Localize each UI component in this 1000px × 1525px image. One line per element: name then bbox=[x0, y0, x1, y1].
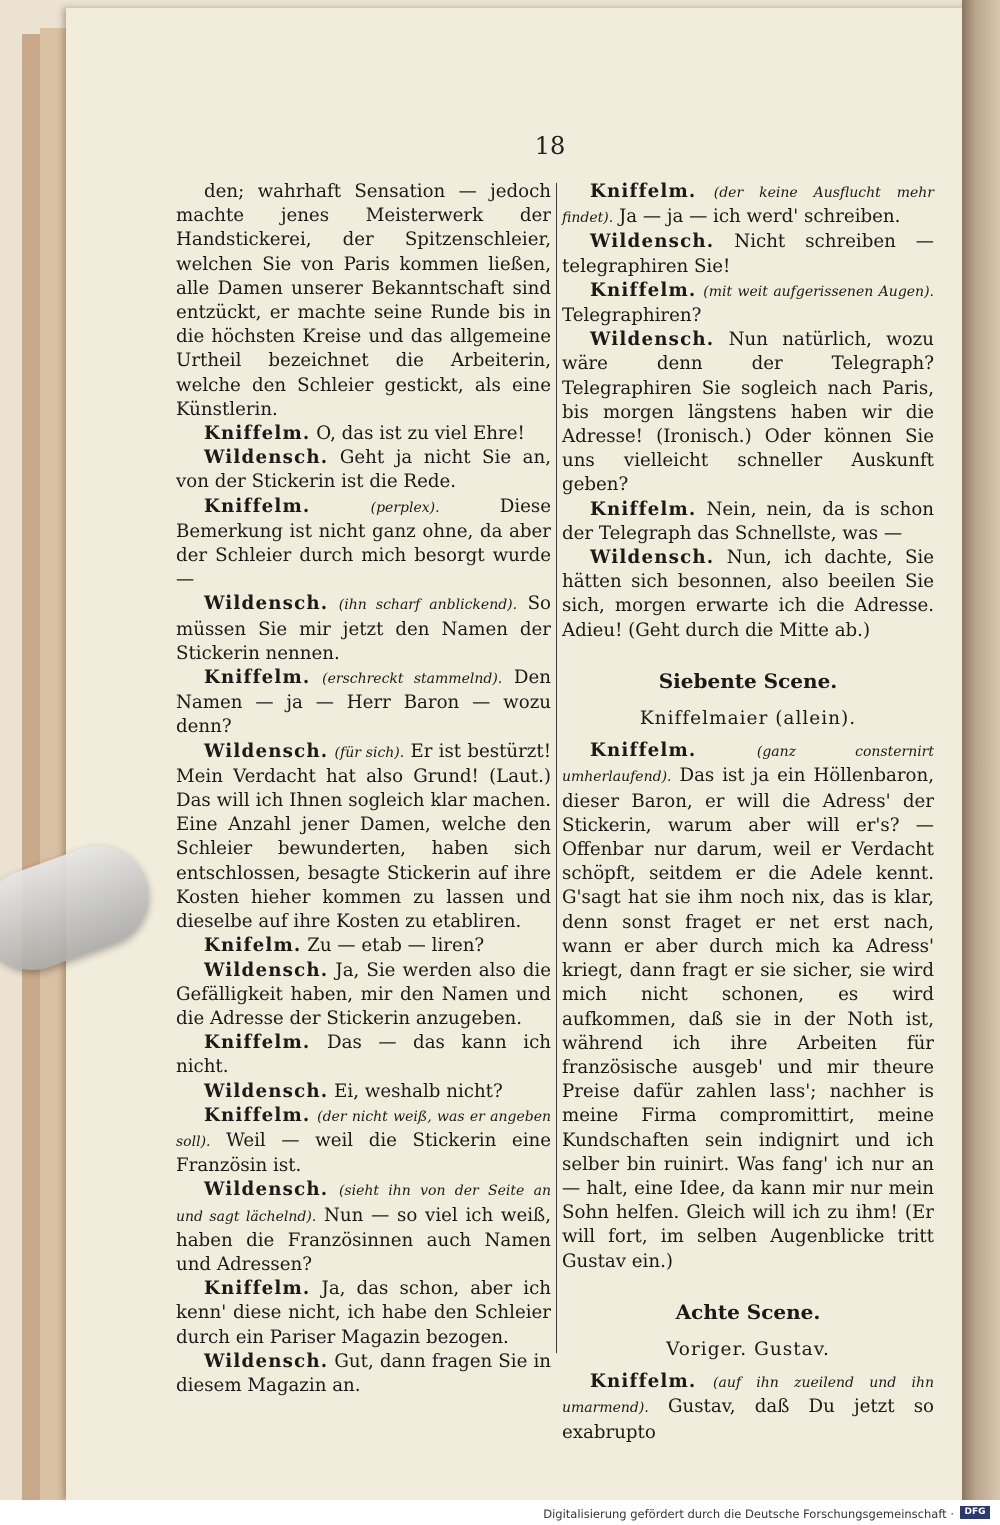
dialogue-text: Telegraphiren? bbox=[562, 305, 702, 327]
dialogue-text: Weil — weil die Stickerin eine Französin ist. bbox=[176, 1129, 551, 1177]
dialogue-paragraph bbox=[176, 180, 551, 422]
footer-credit: Digitalisierung gefördert durch die Deutsche Forschungsgemeinschaft · bbox=[543, 1507, 954, 1521]
dialogue-paragraph bbox=[176, 740, 551, 935]
scene-seven-title: Siebente Scene. bbox=[658, 668, 838, 693]
stage-direction: (perplex). bbox=[370, 499, 440, 516]
dialogue-text: Er ist bestürzt! Mein Verdacht hat also Grund! (Laut.) Das will ich Ihnen sogleich klar machen. Eine Anzahl jener Damen, welche den Schleier bewunderten, haben sich entschlossen, besagte Stickerin auf ihre Kosten hieher kommen zu lassen und dieselbe auf ihre Kosten zu etabliren. bbox=[176, 740, 551, 933]
dialogue-text: So müssen Sie mir jetzt den Namen der Stickerin nennen. bbox=[176, 593, 551, 664]
speaker-name: Kniffelm. bbox=[590, 181, 697, 202]
dialogue-text: Nun, ich dachte, Sie hätten sich besonnen, also beeilen Sie sich, morgen erwarte ich die Adresse. Adieu! (Geht durch die Mitte ab.) bbox=[562, 547, 934, 641]
dialogue-text: Ja, Sie werden also die Gefälligkeit haben, mir den Namen und die Adresse der Stickerin anzugeben. bbox=[176, 959, 551, 1029]
dialogue-paragraph bbox=[176, 446, 551, 494]
page-number: 18 bbox=[534, 132, 566, 160]
speaker-name: Kniffelm. bbox=[590, 1371, 697, 1393]
dialogue-paragraph bbox=[562, 279, 934, 328]
scene-seven-cast: Kniffelmaier (allein). bbox=[639, 708, 857, 730]
dialogue-text: Ja, das schon, aber ich kenn' diese nicht, ich habe den Schleier durch ein Pariser Magazin bezogen. bbox=[176, 1278, 551, 1348]
dialogue-paragraph bbox=[176, 959, 551, 1032]
dialogue-paragraph bbox=[176, 1031, 551, 1079]
dialogue-text: O, das ist zu viel Ehre! bbox=[316, 423, 525, 445]
left-column bbox=[176, 180, 551, 1398]
speaker-name: Kniffelm. bbox=[204, 423, 311, 445]
speaker-name: Wildensch. bbox=[204, 959, 329, 981]
dialogue-text: Das — das kann ich nicht. bbox=[176, 1032, 551, 1078]
dialogue-text: Ei, weshalb nicht? bbox=[334, 1080, 503, 1102]
stage-direction: (der nicht weiß, was er angeben soll). bbox=[176, 1108, 551, 1150]
dialogue-text: Nun natürlich, wozu wäre denn der Telegraph? Telegraphiren Sie sogleich nach Paris, bis morgen längstens haben wir die Adresse! (Ironisch.) Oder können Sie uns vielleicht schneller Auskunft geben? bbox=[562, 329, 934, 496]
speaker-name: Kniffelm. bbox=[590, 740, 697, 762]
dialogue-text: Nun — so viel ich weiß, haben die Französinnen auch Namen und Adressen? bbox=[176, 1204, 551, 1275]
dialogue-paragraph bbox=[176, 1178, 551, 1277]
dialogue-text: Das ist ja ein Höllenbaron, dieser Baron, er will die Adress' der Stickerin, warum aber will er's? — Offenbar nur darum, weil er Verdacht schöpft, seitdem er die Adele kennt. G'sagt hat sie ihm noch nix, das is klar, denn sonst fraget er net erst nach, wann er aber durch mich ka Adress' kriegt, dann fragt er sie sicher, sie wird mich nicht schonen, es wird aufkommen, daß sie in der Noth ist, während ich ihre Arbeiten für französische ausgeb' und mir theure Preise dafür zahlen lass'; nachher is meine Firma compromittirt, meine Kundschaften sein indignirt und ich selber bin ruinirt. Was fang' ich nur an — halt, eine Idee, da kann mir nur mein Sohn helfen. Gleich will ich zu ihm! (Er will fort, im selben Augenblicke tritt Gustav ein.) bbox=[562, 765, 934, 1272]
dialogue-text: Nein, nein, da is schon der Telegraph das Schnellste, was — bbox=[562, 498, 934, 544]
speaker-name: Kniffelm. bbox=[204, 667, 311, 689]
speaker-name: Kniffelm. bbox=[204, 1278, 311, 1300]
dialogue-paragraph bbox=[562, 230, 934, 278]
speaker-name: Wildensch. bbox=[590, 231, 715, 253]
dialogue-paragraph bbox=[176, 422, 551, 446]
scene-eight-title: Achte Scene. bbox=[675, 1299, 821, 1324]
scene-eight-cast: Voriger. Gustav. bbox=[666, 1338, 830, 1360]
speaker-name: Wildensch. bbox=[204, 593, 329, 615]
speaker-name: Wildensch. bbox=[204, 1080, 329, 1102]
dialogue-paragraph bbox=[176, 495, 551, 593]
speaker-name: Wildensch. bbox=[590, 547, 715, 569]
stage-direction: (sieht ihn von der Seite an und sagt lächelnd). bbox=[176, 1183, 551, 1225]
dialogue-paragraph bbox=[176, 1104, 551, 1179]
dialogue-paragraph bbox=[176, 592, 551, 666]
dialogue-text: Ja — ja — ich werd' schreiben. bbox=[618, 206, 901, 228]
speaker-name: Kniffelm. bbox=[204, 1032, 311, 1054]
speaker-name: Kniffelm. bbox=[590, 279, 697, 301]
dialogue-text: Geht ja nicht Sie an, von der Stickerin ist die Rede. bbox=[176, 447, 551, 493]
dialogue-paragraph bbox=[562, 328, 934, 497]
speaker-name: Wildensch. bbox=[590, 329, 715, 351]
right-column-dialogue-part-2 bbox=[562, 739, 934, 1273]
dialogue-text: Nicht schreiben — telegraphiren Sie! bbox=[562, 231, 934, 277]
dialogue-paragraph bbox=[562, 1370, 934, 1445]
stage-direction: (für sich). bbox=[334, 744, 405, 761]
dialogue-paragraph bbox=[176, 1277, 551, 1350]
footer-bar bbox=[0, 1500, 1000, 1525]
speaker-name: Kniffelm. bbox=[204, 495, 311, 517]
dialogue-text: Den Namen — ja — Herr Baron — wozu denn? bbox=[176, 667, 551, 738]
dialogue-paragraph bbox=[176, 1350, 551, 1398]
dialogue-text: Gustav, daß Du jetzt so exabrupto bbox=[562, 1396, 934, 1443]
next-page-edge bbox=[962, 0, 1000, 1500]
stage-direction: (mit weit aufgerissenen Augen). bbox=[703, 283, 934, 300]
speaker-name: Wildensch. bbox=[204, 740, 329, 762]
dialogue-text: Gut, dann fragen Sie in diesem Magazin an. bbox=[176, 1350, 551, 1396]
speaker-name: Kniffelm. bbox=[590, 498, 697, 520]
dialogue-paragraph bbox=[562, 546, 934, 643]
dialogue-paragraph bbox=[562, 180, 934, 230]
stage-direction: (der keine Ausflucht mehr findet). bbox=[562, 185, 934, 227]
column-divider bbox=[556, 183, 557, 1353]
dialogue-paragraph bbox=[176, 666, 551, 740]
speaker-name: Wildensch. bbox=[204, 447, 329, 469]
speaker-name: Wildensch. bbox=[204, 1179, 329, 1201]
speaker-name: Knifelm. bbox=[204, 935, 302, 957]
stage-direction: (erschreckt stammelnd). bbox=[322, 671, 503, 688]
right-column-dialogue-part-3 bbox=[562, 1370, 934, 1445]
dfg-logo: DFG bbox=[960, 1506, 990, 1519]
dialogue-text: Zu — etab — liren? bbox=[307, 935, 485, 957]
dialogue-paragraph bbox=[176, 934, 551, 958]
speaker-name: Wildensch. bbox=[204, 1350, 329, 1372]
stage-direction: (auf ihn zueilend und ihn umarmend). bbox=[562, 1375, 934, 1417]
stage-direction: (ihn scharf anblickend). bbox=[338, 597, 518, 614]
dialogue-paragraph bbox=[562, 739, 934, 1273]
right-column bbox=[562, 180, 934, 1445]
dialogue-text: Diese Bemerkung ist nicht ganz ohne, da aber der Schleier durch mich besorgt wurde — bbox=[176, 495, 551, 591]
right-column-dialogue-part-1 bbox=[562, 180, 934, 643]
dialogue-text: den; wahrhaft Sensation — jedoch machte jenes Meisterwerk der Handstickerei, der Spitzenschleier, welchen Sie von Paris kommen ließen, alle Damen unserer Bekanntschaft sind entzückt, er machte seine Runde bis in die höchsten Kreise und das allgemeine Urtheil bezeichnet die Arbeiterin, welche den Schleier gestickt, als eine Künstlerin. bbox=[176, 181, 551, 420]
dialogue-paragraph bbox=[176, 1080, 551, 1104]
dialogue-paragraph bbox=[562, 498, 934, 546]
stage-direction: (ganz consternirt umherlaufend). bbox=[562, 744, 934, 786]
speaker-name: Kniffelm. bbox=[204, 1104, 311, 1126]
